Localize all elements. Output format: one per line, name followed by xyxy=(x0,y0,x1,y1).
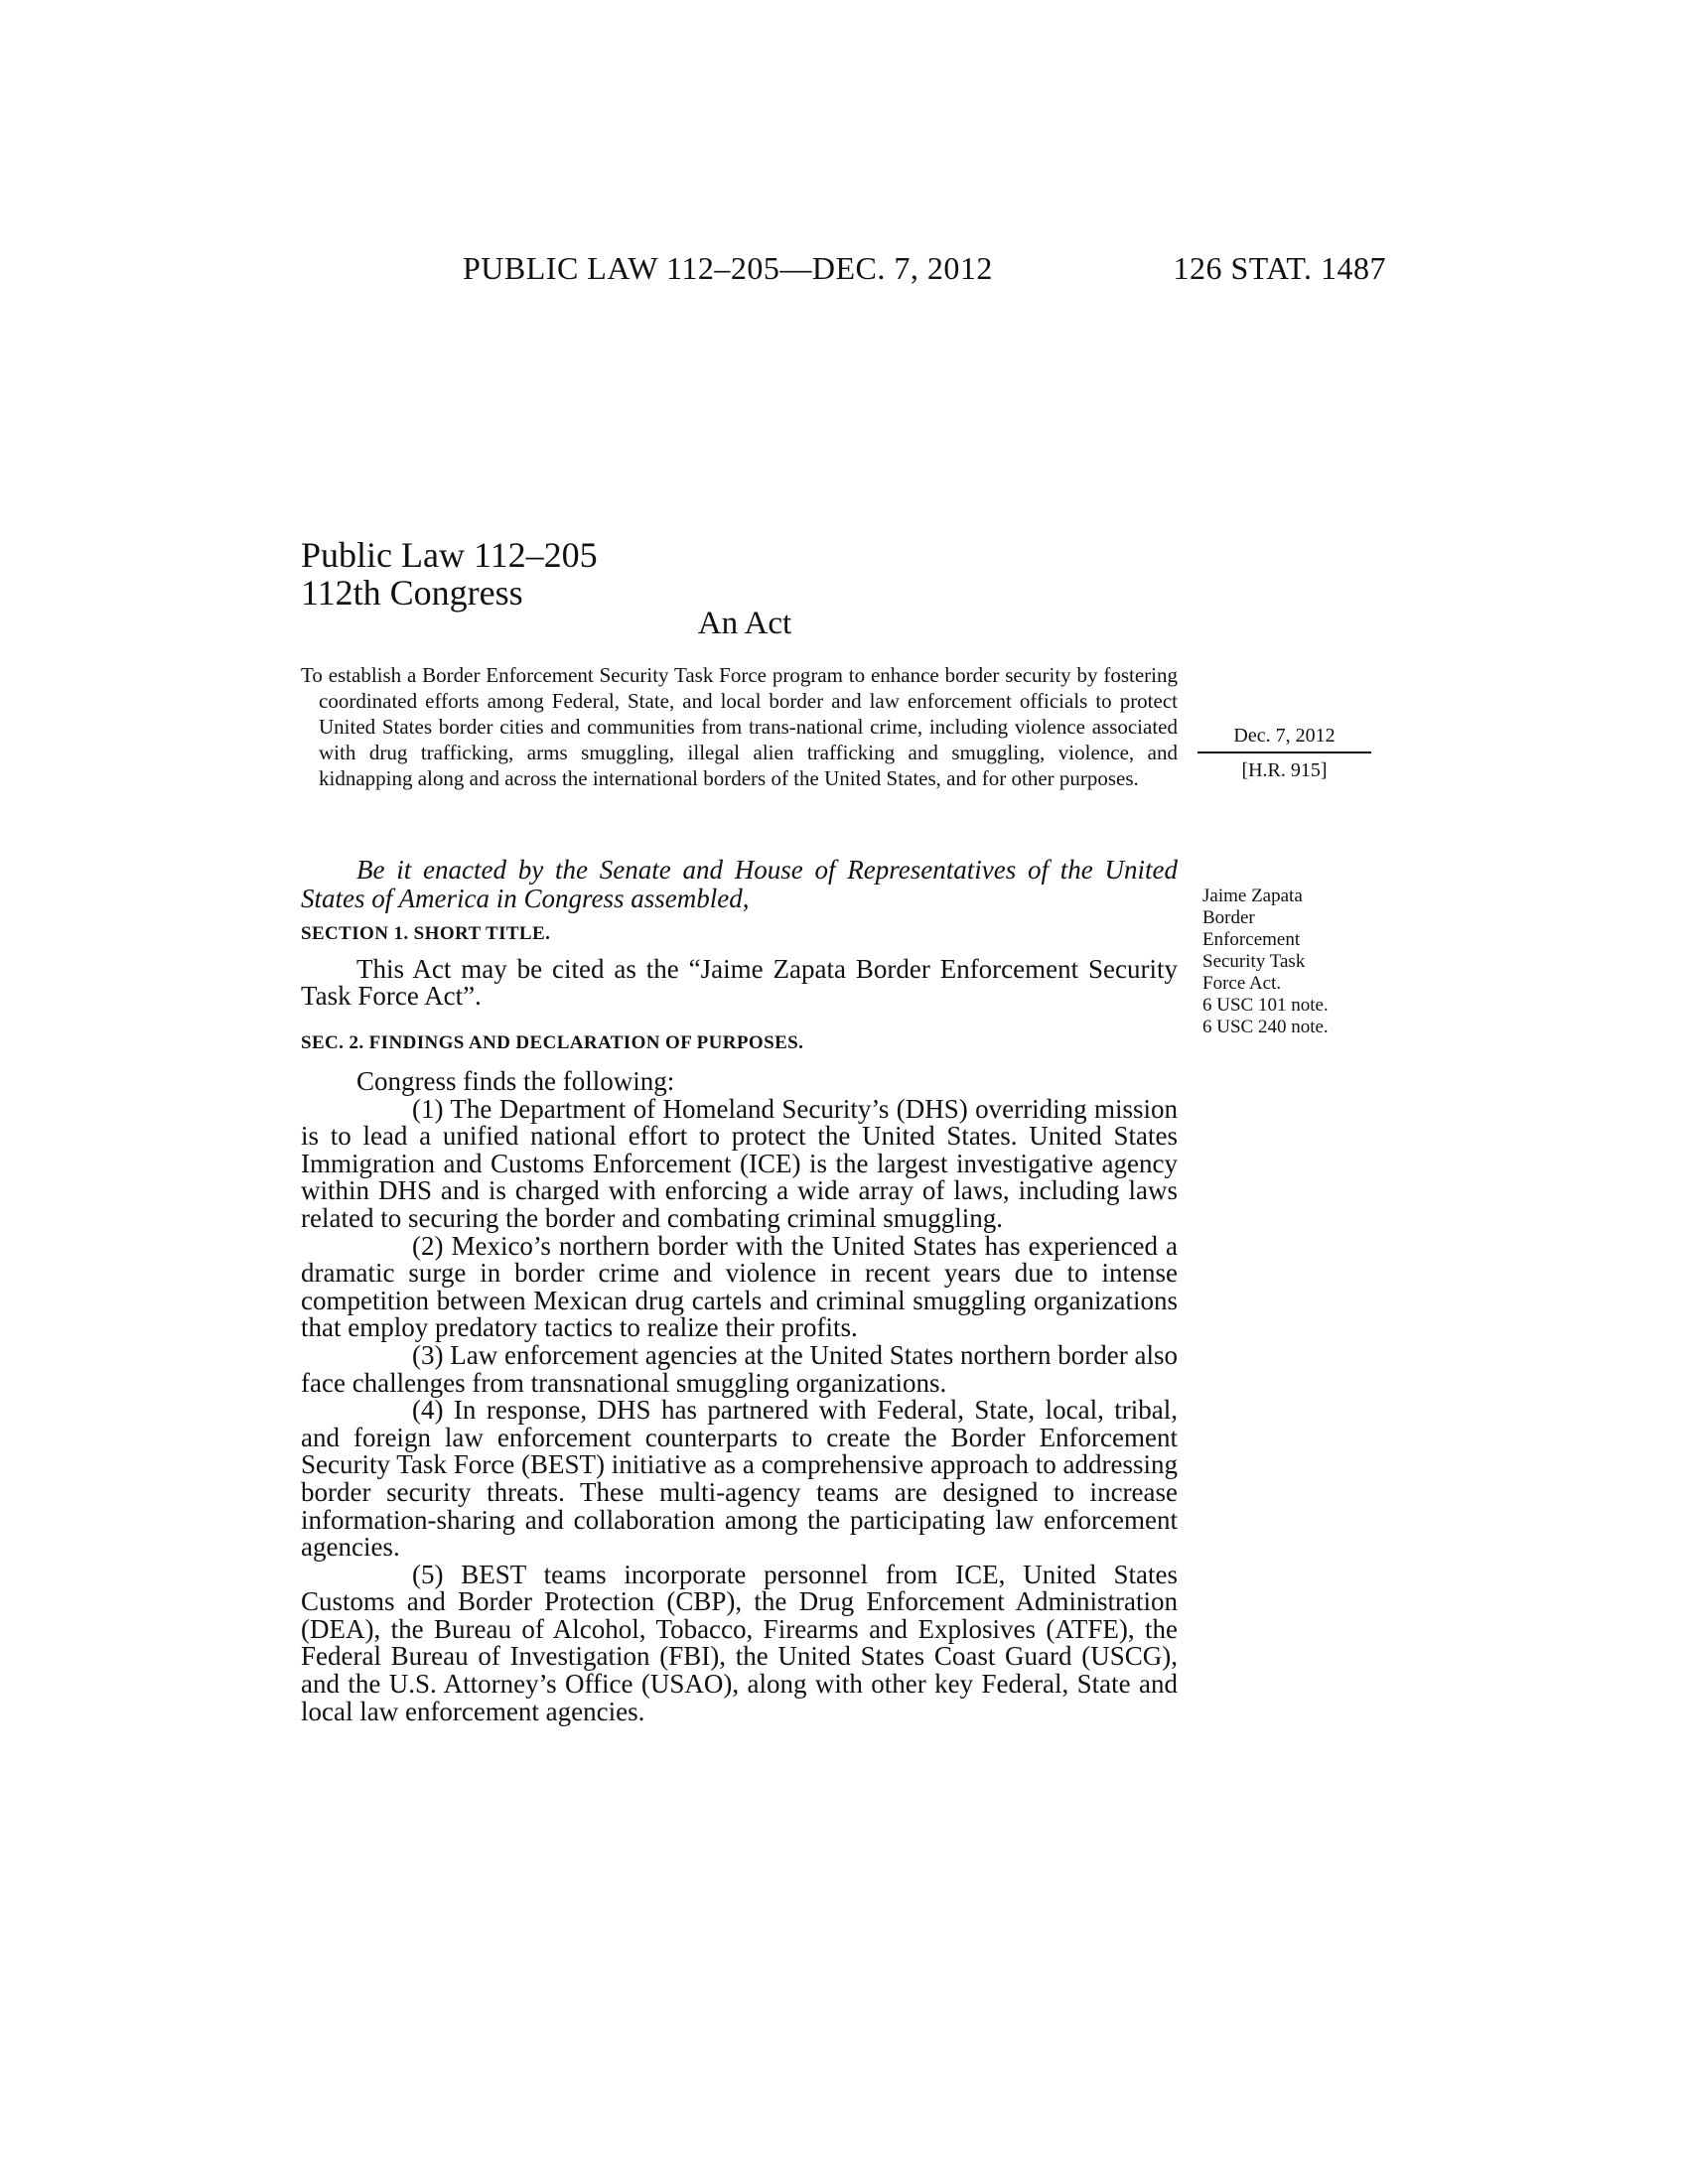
margin-date-block xyxy=(1197,725,1371,782)
enactment-date: Dec. 7, 2012 xyxy=(1197,725,1371,753)
section-2-body xyxy=(301,1068,1178,1725)
findings-lead: Congress finds the following: xyxy=(356,1066,675,1096)
stat-page-number: 126 STAT. 1487 xyxy=(1173,250,1386,286)
law-title-block xyxy=(301,536,598,612)
congress-label: 112th Congress xyxy=(301,573,523,613)
finding-paragraph: (4) In response, DHS has partnered with Federal, State, local, tribal, and foreign law enforcement counterparts to create the Border Enforcement Security Task Force (BEST) initiative as a comprehensive approach to addressing border security threats. These multi-agency teams are designed to increase information-sharing and collaboration among the participating law enforcement agencies. xyxy=(301,1395,1178,1563)
purpose-clause: To establish a Border Enforcement Security Task Force program to enhance border security by fostering coordinated efforts among Federal, State, and local border and law enforcement officials to protect United States border cities and communities from trans-national crime, including violence associated with drug trafficking, arms smuggling, illegal alien trafficking and smuggling, violence, and kidnapping along and across the international borders of the United States, and for other purposes. xyxy=(301,663,1178,790)
finding-paragraph: (3) Law enforcement agencies at the United States northern border also face challenges from transnational smuggling organizations. xyxy=(301,1339,1178,1398)
margin-note-line: Security Task xyxy=(1202,951,1306,972)
margin-note-line: Enforcement xyxy=(1202,929,1301,950)
bill-number: [H.R. 915] xyxy=(1241,759,1328,781)
margin-note-line: Border xyxy=(1202,907,1255,928)
section-1-heading: SECTION 1. SHORT TITLE. xyxy=(301,923,551,944)
running-title: PUBLIC LAW 112–205—DEC. 7, 2012 xyxy=(463,250,993,286)
margin-note-line: Jaime Zapata xyxy=(1202,886,1303,906)
act-heading: An Act xyxy=(697,606,792,641)
running-head xyxy=(463,250,1386,287)
finding-paragraph: (1) The Department of Homeland Security’s (DHS) overriding mission is to lead a unified national effort to protect the United States. United States Immigration and Customs Enforcement (ICE) is the largest investigative agency within DHS and is charged with enforcing a wide array of laws, including laws related to securing the border and combating criminal smuggling. xyxy=(301,1093,1178,1233)
margin-note-line: Force Act. xyxy=(1202,973,1282,994)
margin-note xyxy=(1202,886,1371,1038)
margin-note-line: 6 USC 101 note. xyxy=(1202,995,1329,1016)
finding-paragraph: (2) Mexico’s northern border with the United States has experienced a dramatic surge in border crime and violence in recent years due to intense competition between Mexican drug cartels and criminal smuggling organizations that employ predatory tactics to realize their profits. xyxy=(301,1230,1178,1343)
section-2-heading: SEC. 2. FINDINGS AND DECLARATION OF PURPOSES. xyxy=(301,1032,804,1053)
enacting-clause: Be it enacted by the Senate and House of Representatives of the United States of America in Congress assembled, xyxy=(301,855,1178,913)
section-1-text: This Act may be cited as the “Jaime Zapata Border Enforcement Security Task Force Act”. xyxy=(301,954,1178,1011)
finding-paragraph: (5) BEST teams incorporate personnel from ICE, United States Customs and Border Protection (CBP), the Drug Enforcement Administration (DEA), the Bureau of Alcohol, Tobacco, Firearms and Explosives (ATFE), the Federal Bureau of Investigation (FBI), the United States Coast Guard (USCG), and the U.S. Attorney’s Office (USAO), along with other key Federal, State and local law enforcement agencies. xyxy=(301,1559,1178,1726)
margin-note-line: 6 USC 240 note. xyxy=(1202,1017,1329,1037)
public-law-number: Public Law 112–205 xyxy=(301,535,598,575)
